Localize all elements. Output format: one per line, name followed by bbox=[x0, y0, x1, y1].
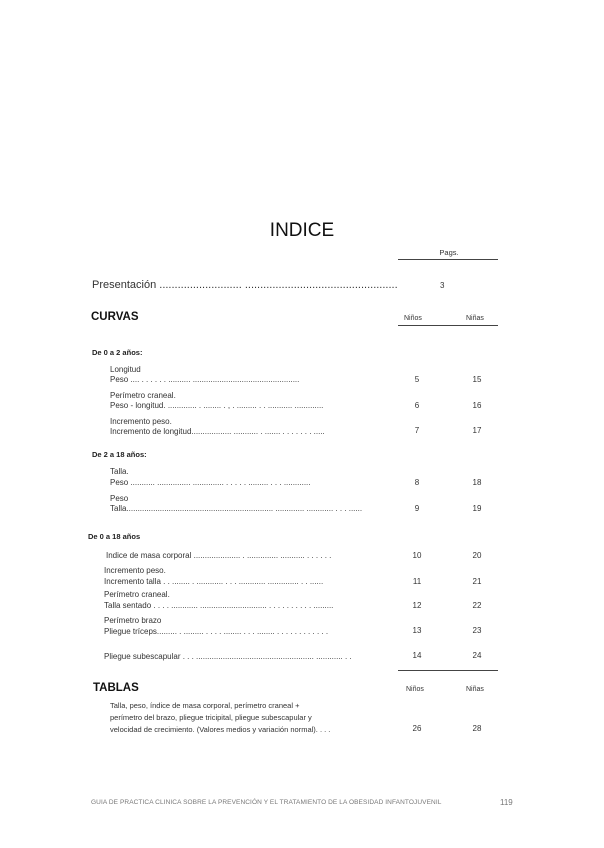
entry-boys-page: 13 bbox=[412, 626, 422, 635]
entry-line2: Peso - longitud. ............. . ........ . , . ......... . . ........... ............. bbox=[110, 401, 324, 410]
entry-boys-page: 6 bbox=[414, 401, 420, 410]
curvas-col-boys: Niños bbox=[404, 315, 422, 322]
tablas-line: perímetro del brazo, pliegue tricipital, pliegue subescapular y bbox=[110, 713, 312, 722]
footer-text: GUIA DE PRACTICA CLINICA SOBRE LA PREVENCIÓN Y EL TRATAMIENTO DE LA OBESIDAD INFANTOJUVENIL bbox=[91, 799, 442, 806]
entry-line1: Incremento peso. bbox=[104, 566, 166, 575]
entry-boys-page: 14 bbox=[412, 651, 422, 660]
group-label: De 0 a 18 años bbox=[88, 532, 141, 541]
entry-line2: Talla.................................................................. ............. ............ . . . ...... bbox=[110, 504, 363, 513]
tablas-heading: TABLAS bbox=[93, 682, 139, 694]
tablas-col-girls: Niñas bbox=[466, 686, 484, 693]
tablas-line: Talla, peso, índice de masa corporal, perímetro craneal + bbox=[110, 701, 300, 710]
entry-line2: Pliegue tríceps......... . ......... . . . . ........ . . . ........ . . . . . . . . . . . . bbox=[104, 627, 329, 636]
tablas-col-boys: Niños bbox=[406, 686, 424, 693]
entry-girls-page: 24 bbox=[472, 651, 482, 660]
entry-girls-page: 21 bbox=[472, 577, 482, 586]
presentacion-entry: Presentación ........................... .................................................. bbox=[92, 279, 398, 291]
entry-line1: Perímetro craneal. bbox=[110, 391, 176, 400]
entry-line2: Indice de masa corporal ..................... . .............. ........... . . . . . . bbox=[106, 551, 332, 560]
entry-girls-page: 19 bbox=[472, 504, 482, 513]
entry-line1: Longitud bbox=[110, 365, 141, 374]
entry-line1: Perímetro brazo bbox=[104, 616, 162, 625]
entry-line1: Talla. bbox=[110, 467, 129, 476]
entry-girls-page: 17 bbox=[472, 426, 482, 435]
group-label: De 0 a 2 años: bbox=[92, 348, 143, 357]
tablas-girls-page: 28 bbox=[472, 724, 482, 733]
entry-boys-page: 7 bbox=[414, 426, 420, 435]
footer-page-number: 119 bbox=[500, 798, 513, 807]
entry-line2: Peso ........... ............... .............. . . . . . ......... . . . ............ bbox=[110, 478, 311, 487]
tablas-line: velocidad de crecimiento. (Valores medios y variación normal). . . . bbox=[110, 725, 331, 734]
curvas-rule bbox=[398, 325, 498, 326]
entry-line2: Talla sentado . . . . ............ .............................. . . . . . . . . . . ......... bbox=[104, 601, 334, 610]
entry-line2: Incremento talla . . ........ . ............ . . . ............ .............. . . ...... bbox=[104, 577, 324, 586]
group-label: De 2 a 18 años: bbox=[92, 450, 147, 459]
page-title: INDICE bbox=[269, 220, 335, 241]
entry-line2: Incremento de longitud.................. ........... . ....... . . . . . . . ..... bbox=[110, 427, 325, 436]
tablas-boys-page: 26 bbox=[412, 724, 422, 733]
header-rule bbox=[398, 259, 498, 260]
entry-girls-page: 16 bbox=[472, 401, 482, 410]
entry-boys-page: 12 bbox=[412, 601, 422, 610]
entry-line2: Pliegue subescapular . . . ..................................................... ............ . . bbox=[104, 652, 352, 661]
entry-boys-page: 10 bbox=[412, 551, 422, 560]
curvas-heading: CURVAS bbox=[91, 311, 139, 323]
entry-girls-page: 20 bbox=[472, 551, 482, 560]
entry-boys-page: 8 bbox=[414, 478, 420, 487]
entry-line2: Peso .... . . . . . . .......... ................................................ bbox=[110, 375, 300, 384]
page-column-header: Pags. bbox=[439, 248, 459, 257]
entry-girls-page: 15 bbox=[472, 375, 482, 384]
section-rule bbox=[398, 670, 498, 671]
entry-line1: Perímetro craneal. bbox=[104, 590, 170, 599]
entry-boys-page: 11 bbox=[412, 577, 422, 586]
entry-boys-page: 9 bbox=[414, 504, 420, 513]
presentacion-page: 3 bbox=[440, 281, 445, 290]
entry-boys-page: 5 bbox=[414, 375, 420, 384]
entry-girls-page: 23 bbox=[472, 626, 482, 635]
entry-line1: Incremento peso. bbox=[110, 417, 172, 426]
entry-girls-page: 22 bbox=[472, 601, 482, 610]
entry-line1: Peso bbox=[110, 494, 129, 503]
curvas-col-girls: Niñas bbox=[466, 315, 484, 322]
entry-girls-page: 18 bbox=[472, 478, 482, 487]
